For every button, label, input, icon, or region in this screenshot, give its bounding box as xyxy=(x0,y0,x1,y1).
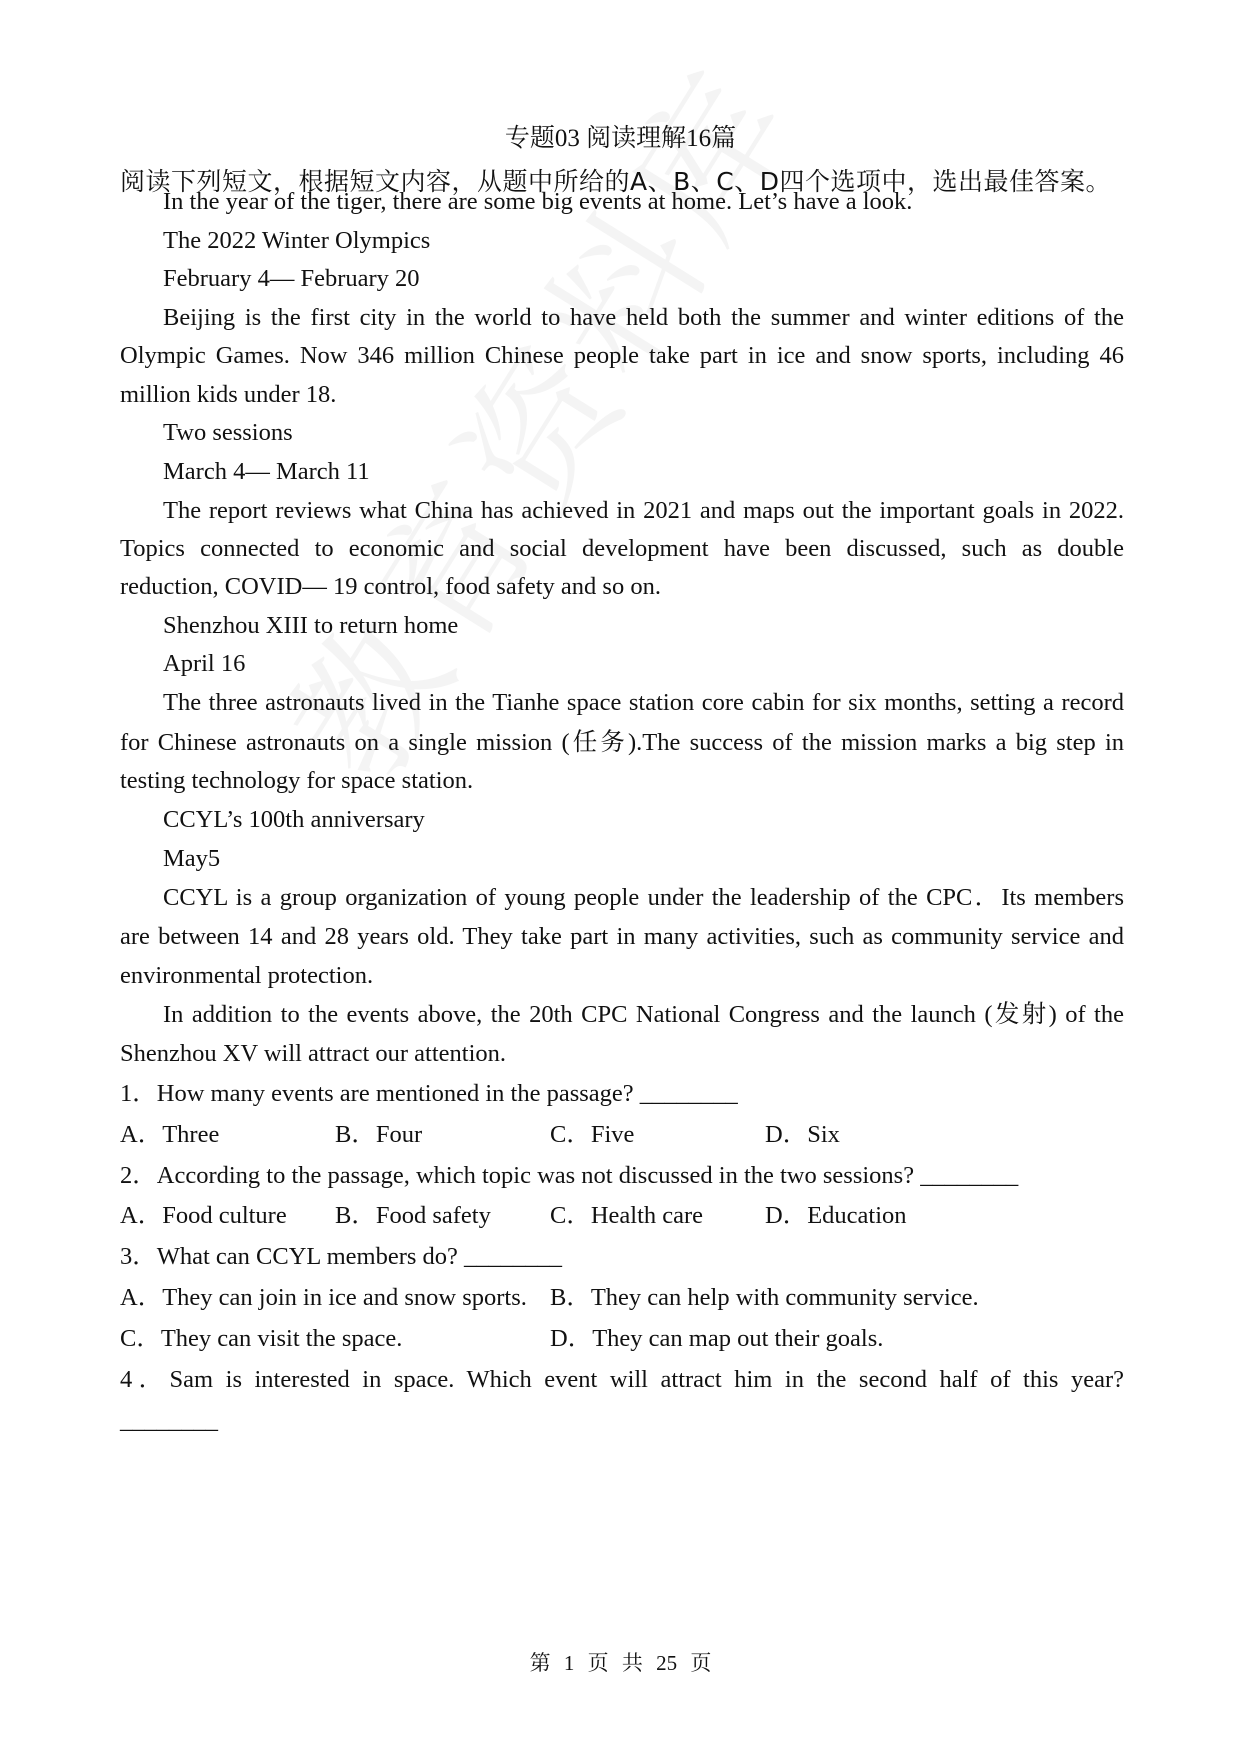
event-text-line: are between 14 and 28 years old. They take part in many activities, such as community service and xyxy=(120,923,1124,950)
passage-intro: In the year of the tiger, there are some big events at home. Let’s have a look. xyxy=(163,188,913,215)
q2-option-d[interactable]: D．Education xyxy=(765,1202,907,1229)
q3-option-d[interactable]: D．They can map out their goals. xyxy=(550,1325,884,1352)
event-text-line: Topics connected to economic and social development have been discussed, such as double xyxy=(120,535,1124,562)
q1-option-a[interactable]: A．Three xyxy=(120,1121,220,1148)
question-4: 4．Sam is interested in space. Which event will attract him in the second half of this year? xyxy=(120,1366,1124,1393)
event-date: May5 xyxy=(163,845,221,872)
event-text-line: The three astronauts lived in the Tianhe space station core cabin for six months, setting a record xyxy=(163,689,1124,716)
event-date: April 16 xyxy=(163,650,246,677)
closing-text-line: Shenzhou XV will attract our attention. xyxy=(120,1040,507,1067)
q2-option-a[interactable]: A．Food culture xyxy=(120,1202,287,1229)
q2-option-b[interactable]: B．Food safety xyxy=(335,1202,491,1229)
page-number: 第 1 页 共 25 页 xyxy=(529,1651,712,1675)
question-3: 3．What can CCYL members do? ________ xyxy=(120,1243,563,1270)
event-text-line: million kids under 18. xyxy=(120,381,337,408)
event-heading: Two sessions xyxy=(163,419,293,446)
event-date: February 4— February 20 xyxy=(163,265,420,292)
event-date: March 4— March 11 xyxy=(163,458,370,485)
q1-option-c[interactable]: C．Five xyxy=(550,1121,635,1148)
closing-text-line: In addition to the events above, the 20th CPC National Congress and the launch (发射) of the xyxy=(163,1001,1124,1028)
question-2: 2．According to the passage, which topic was not discussed in the two sessions? ________ xyxy=(120,1162,1019,1189)
event-text-line: environmental protection. xyxy=(120,962,374,989)
event-heading: CCYL’s 100th anniversary xyxy=(163,806,425,833)
q3-option-b[interactable]: B．They can help with community service. xyxy=(550,1284,979,1311)
question-1: 1．How many events are mentioned in the passage? ________ xyxy=(120,1080,738,1107)
event-text-line: Olympic Games. Now 346 million Chinese people take part in ice and snow sports, including 46 xyxy=(120,342,1124,369)
event-heading: The 2022 Winter Olympics xyxy=(163,227,431,254)
q3-option-a[interactable]: A．They can join in ice and snow sports. xyxy=(120,1284,527,1311)
event-text-line: The report reviews what China has achieved in 2021 and maps out the important goals in 2022. xyxy=(163,497,1124,524)
q2-option-c[interactable]: C．Health care xyxy=(550,1202,704,1229)
page-title: 专题03 阅读理解16篇 xyxy=(504,125,737,152)
event-text-line: CCYL is a group organization of young people under the leadership of the CPC．Its members xyxy=(163,884,1124,911)
event-heading: Shenzhou XIII to return home xyxy=(163,612,459,639)
event-text-line: for Chinese astronauts on a single mission (任务).The success of the mission marks a big step in xyxy=(120,729,1124,756)
event-text-line: Beijing is the first city in the world to have held both the summer and winter editions of the xyxy=(163,304,1124,331)
q3-option-c[interactable]: C．They can visit the space. xyxy=(120,1325,403,1352)
q1-option-b[interactable]: B．Four xyxy=(335,1121,423,1148)
event-text-line: testing technology for space station. xyxy=(120,767,474,794)
question-4-blank[interactable]: ________ xyxy=(120,1407,218,1434)
instructions: 阅读下列短文，根据短文内容，从题中所给的A、B、C、D四个选项中，选出最佳答案。 xyxy=(120,167,1111,196)
event-text-line: reduction, COVID— 19 control, food safety and so on. xyxy=(120,573,661,600)
q1-option-d[interactable]: D．Six xyxy=(765,1121,840,1148)
